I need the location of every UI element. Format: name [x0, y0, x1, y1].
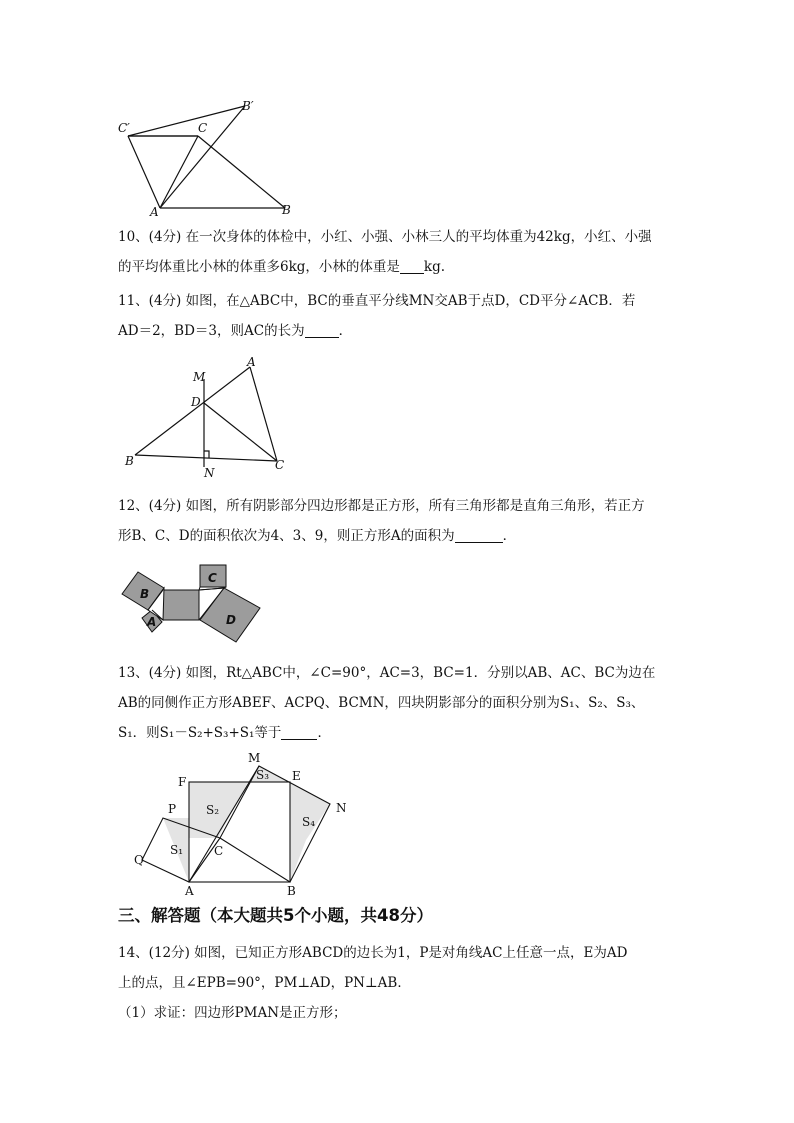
section-3-heading: 三、解答题（本大题共5个小题，共48分） [118, 906, 433, 925]
q11-label-c: C [275, 458, 285, 472]
q13-line1: 13、(4分) 如图，Rt△ABC中，∠C=90°，AC=3，BC=1．分别以AB、AC、BC为边在 [118, 665, 656, 681]
figure-q11 [115, 355, 305, 480]
q13-label-p: P [168, 802, 177, 816]
q14-line1: 14、(12分) 如图，已知正方形ABCD的边长为1，P是对角线AC上任意一点，E为AD [118, 945, 628, 961]
question-12 [118, 491, 678, 551]
q14-sub1: （1）求证：四边形PMAN是正方形； [118, 1005, 347, 1021]
q13-label-n: N [336, 801, 347, 815]
q12-tail: ． [502, 528, 517, 544]
q12-label-d: D [226, 613, 236, 627]
q13-label-f: F [178, 775, 187, 789]
label-b-prime: B′ [242, 99, 254, 113]
q12-line2: 形B、C、D的面积依次为4、3、9，则正方形A的面积为 [118, 528, 455, 544]
q14-line2: 上的点，且∠EPB=90°，PM⊥AD，PN⊥AB． [118, 975, 411, 991]
q13-label-m: M [248, 751, 261, 765]
q12-label-a: A [147, 615, 157, 629]
label-c-prime: C′ [118, 121, 130, 135]
q13-label-s1: S₁ [170, 843, 184, 857]
q10-answer-blank[interactable] [400, 259, 424, 274]
label-b: B [282, 203, 291, 217]
q10-line1: 10、(4分) 在一次身体的体检中，小红、小强、小林三人的平均体重为42kg，小红、小强 [118, 229, 652, 245]
q10-line2: 的平均体重比小林的体重多6kg，小林的体重是 [118, 259, 400, 275]
question-14 [118, 938, 678, 1028]
q13-tail: ． [317, 725, 331, 741]
q13-label-e: E [292, 769, 301, 783]
q13-label-s3: S₃ [256, 768, 270, 782]
q11-answer-blank[interactable] [305, 323, 339, 338]
q12-answer-blank[interactable] [455, 528, 503, 543]
q13-label-s4: S₄ [302, 815, 316, 829]
q12-label-c: C [208, 571, 217, 585]
label-a: A [150, 205, 159, 219]
figure-q12 [118, 560, 288, 660]
q11-label-a: A [247, 355, 256, 369]
q11-tail: ． [338, 323, 353, 339]
question-11 [118, 286, 678, 346]
question-10 [118, 222, 678, 282]
q11-label-d: D [191, 395, 201, 409]
q11-line1: 11、(4分) 如图，在△ABC中，BC的垂直平分线MN交AB于点D，CD平分∠ACB．若 [118, 293, 636, 309]
figure-q9 [110, 96, 310, 221]
q11-label-n: N [204, 466, 215, 480]
q12-label-b: B [140, 587, 150, 601]
q13-line2: AB的同侧作正方形ABEF、ACPQ、BCMN，四块阴影部分的面积分别为S₁、S₂、S₃、 [118, 695, 645, 711]
figure-q13 [130, 748, 360, 898]
q13-label-s2: S₂ [206, 803, 220, 817]
q12-line1: 12、(4分) 如图，所有阴影部分四边形都是正方形，所有三角形都是直角三角形，若正方 [118, 498, 645, 514]
q13-label-b: B [287, 884, 296, 898]
q13-line3: S₁．则S₁－S₂+S₃+S₁等于 [118, 725, 282, 741]
q11-label-m: M [193, 370, 206, 384]
q11-line2: AD＝2，BD＝3，则AC的长为 [118, 323, 305, 339]
q13-label-c: C [214, 844, 224, 858]
q13-label-q: Q [134, 853, 144, 867]
q10-unit: kg. [423, 259, 446, 275]
label-c: C [198, 121, 208, 135]
q11-label-b: B [125, 454, 134, 468]
q13-answer-blank[interactable] [281, 725, 317, 740]
q13-label-a: A [185, 884, 194, 898]
question-13 [118, 658, 678, 748]
